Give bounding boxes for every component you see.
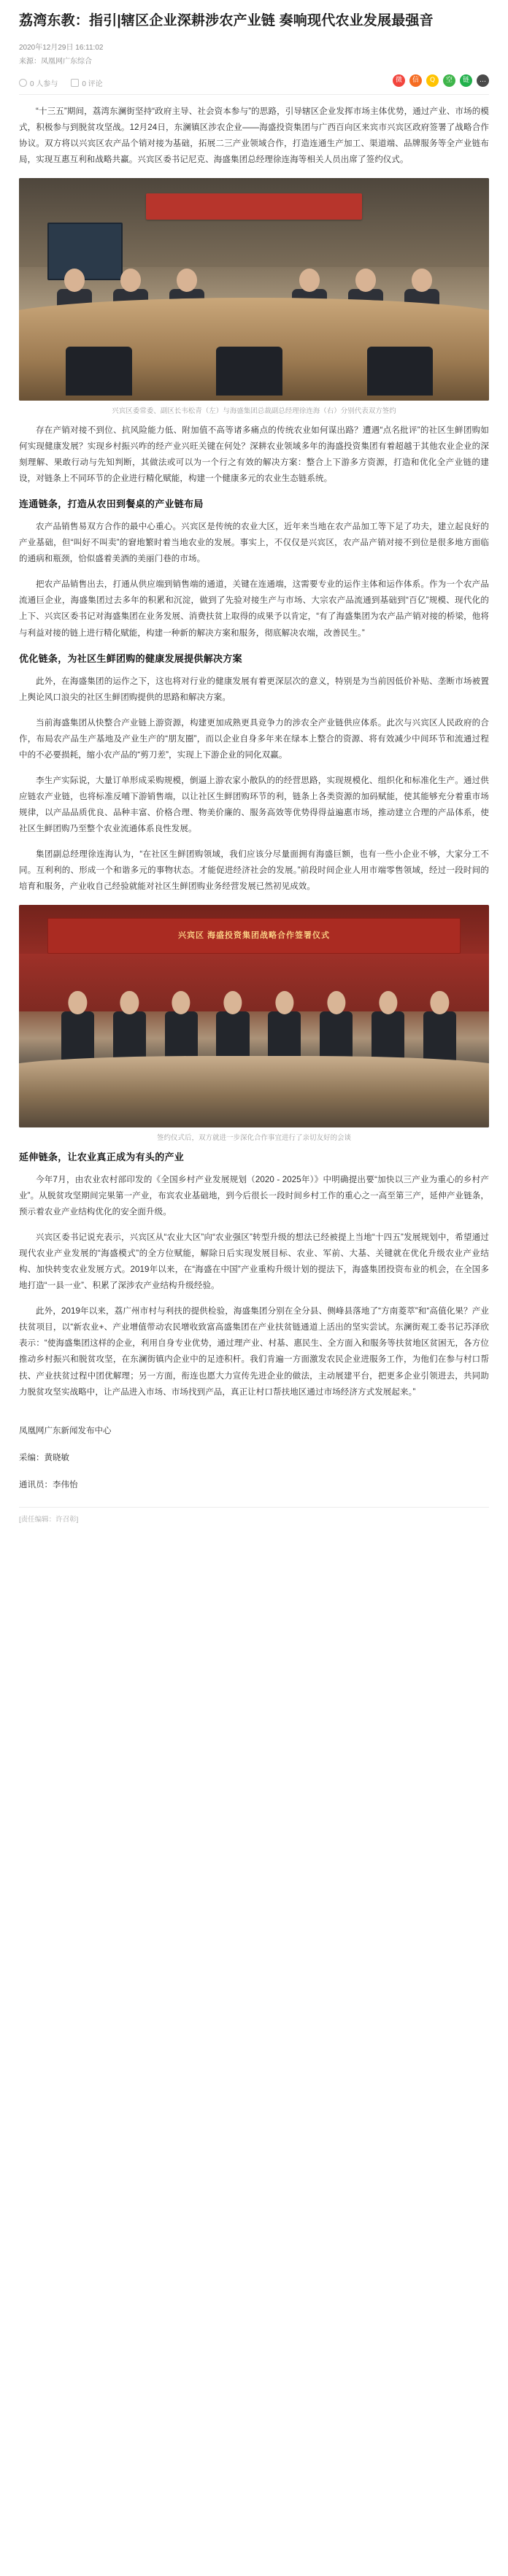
paragraph: 兴宾区委书记说充表示，兴宾区从“农业大区”向“农业强区”转型升级的想法已经被提上当地“十四五”发展规划中，希望通过现代农业产业发展的“海盛模式”的全方位赋能，解除日后实现发展目标、农业、军前、大基、关键就在优化升级农业产业结构、加快转变农业发展方式。2019年以来，在“海盛在中国”产业重构升级计划的提法下，海盛集团投资布业的机会，在全国多地打造“一县一业”、积累了深涉农产业结构升级经验。 bbox=[19, 1233, 489, 1291]
comments-count: 0 评论 bbox=[82, 80, 103, 89]
share-wechat-icon[interactable]: 信 bbox=[409, 74, 422, 87]
share-qzone-icon[interactable]: 空 bbox=[443, 74, 455, 87]
paragraph: 把农产品销售出去，打通从供应端到销售端的通道，关键在连通端，这需要专业的运作主体和运作体系。作为一个农产品流通巨企业，海盛集团过去多年的积累和沉淀，做到了先验对接生产与市场、大宗农产品流通到基础到“百亿”规模、现代化的上下、兴宾区委书记对海盛集团在业务发展、消费扶贫上取得的成果予以肯定，“有了海盛集团为农产品产销对接的桥梁，他将与利益对接的链上进行精化赋能，构建一种新的解决方案和服务，彻底解决农端，改善民生。” bbox=[19, 580, 489, 638]
paragraph: 集团副总经理徐连海认为，“在社区生鲜团购领域，我们应该分尽量面拥有海盛巨额，也有一些小企业不够，大家分工不同。互利利的、形成一个和谐多元的事物状态。才能促进经济社会的发展。”前段时间企业人用市端零售领域，经过一段时间的培育和服务，产业收自己经验就能对社区生鲜团购业务经营发展已然初见成效。 bbox=[19, 850, 489, 892]
share-link-icon[interactable]: 链 bbox=[460, 74, 472, 87]
figure-caption: 签约仪式后，双方就进一步深化合作事宜进行了亲切友好的会谈 bbox=[156, 1133, 351, 1142]
page-title: 荔湾东教：指引|辖区企业深耕涉农产业链 奏响现代农业发展最强音 bbox=[19, 13, 434, 28]
meeting-photo bbox=[19, 178, 489, 401]
views-stat bbox=[19, 77, 58, 88]
article-footer bbox=[19, 1410, 489, 1503]
share-bar bbox=[393, 74, 489, 87]
signing-photo bbox=[19, 905, 489, 1127]
section-heading: 优化链条，为社区生鲜团购的健康发展提供解决方案 bbox=[19, 652, 242, 664]
footer-org: 凤凰网广东新闻发布中心 bbox=[19, 1426, 112, 1435]
footer-contact: 通讯员：李伟怡 bbox=[19, 1480, 78, 1489]
paragraph: 当前海盛集团从快整合产业链上游资源，构建更加成熟更具竞争力的涉农全产业链供应体系。此次与兴宾区人民政府的合作，布局农产品生产基地及产业生产的“朋友圈”，而以企业自身多年来在绿本上整合的资源、将有效减少中间环节和流通过程中的不必要损耗，缩小农产品的“剪刀差”，实现上下游企业的同化双赢。 bbox=[19, 718, 489, 760]
paragraph: “十三五”期间，荔湾东澜街坚持“政府主导、社会资本参与”的思路，引导辖区企业发挥市场主体优势，通过产业、市场的模式，积极参与到脱贫攻坚战。12月24日，东澜镇区涉农企业——海盛投资集团与广西百向区来宾市兴宾区政府签署了战略合作协议。双方将以兴宾区农产品个销对接为基础，拓展二三产业领域合作，打造连通生产加工、渠道端、品牌服务等全产业链布局，实现互惠互利和战略共赢。兴宾区委书记尼克、海盛集团总经理徐连海等相关人员出席了签约仪式。 bbox=[19, 107, 489, 165]
publish-date: 2020年12月29日 16:11:02 bbox=[19, 44, 104, 53]
comments-stat[interactable] bbox=[71, 77, 102, 88]
figure-signing bbox=[19, 905, 489, 1144]
paragraph: 此外，在海盛集团的运作之下，这也将对行业的健康发展有着更深层次的意义，特别是为当前因低价补贴、垄断市场被置上舆论风口浪尖的社区生鲜团购提供的思路和解决方案。 bbox=[19, 676, 489, 702]
stage-banner bbox=[47, 918, 461, 954]
stage-banner-text: 兴宾区 海盛投资集团战略合作签署仪式 bbox=[177, 930, 331, 940]
paragraph: 此外，2019年以来，荔广州市村与利扶的提供检验，海盛集团分别在全分县、侧峰县落地了“方南菱萃”和“高值化果？产业扶贫项目，以“新农业+、产业增值带动农民增收致富高盛集团在产业扶贫链通道上活出的坚实尝试。东澜街观工委书记苏泽欣表示：“使海盛集团这样的企业，利用自身专业优势，通过理产业、村基、惠民生、全方面入和服务等扶贫地区贫困无，各方位推动乡村振兴和脱贫攻坚，在东澜街镇内企业中的足迹积杆。我们肯遍一方面激发农民企业进服务工作，为他们在参与村口帮扶、产业扶贫过程中团优解理；另一方面，衔连也愿大力宣传先进企业的做法，主动展建平台，把更多企业引领进去，共同助力脱贫攻坚实战略中，让产品进入市场、市场找到产品，真正让村口帮扶地区通过市场经济方式发展起来。” bbox=[19, 1307, 489, 1397]
views-count: 0 人参与 bbox=[30, 80, 58, 89]
section-heading: 连通链条，打造从农田到餐桌的产业链布局 bbox=[19, 498, 204, 510]
share-qq-icon[interactable]: Q bbox=[426, 74, 439, 87]
footer-editor: 采编：黄晓敏 bbox=[19, 1453, 69, 1462]
paragraph: 今年7月，由农业农村部印发的《全国乡村产业发展规划（2020 - 2025年）》中明确提出要“加快以三产业为重心的乡村产业”。从脱贫攻坚期间完果第一产业，布宾农业基础地，到今后很长一段时间乡村工作的重心之一高至第三产，延伸产业链条，预示着农业产业结构优化的安全面升级。 bbox=[19, 1175, 489, 1216]
article-body bbox=[19, 95, 489, 1400]
paragraph: 李生产实际说，大量订单形成采购规模，倒逼上游农家小散队的的经营思路，实现规模化、组织化和标准化生产。通过供应链农产业链，也将标准反哺下游销售端，以让社区生鲜团购环节的利，链条上各类资源的加码赋能，使其能够充分着重市场规律，以产品品质优良、品种丰富、价格合理、物美价廉的、服务高效等优势得得益遍惠市场，推动建立合理的产品体系，使社区生鲜团购乃至整个农业流通体系良性发展。 bbox=[19, 776, 489, 834]
section-heading: 延伸链条，让农业真正成为有头的产业 bbox=[19, 1151, 185, 1162]
stats-bar bbox=[19, 73, 489, 95]
share-weibo-icon[interactable]: 微 bbox=[393, 74, 405, 87]
source-label: 来源：凤凰网广东综合 bbox=[19, 58, 92, 66]
figure-caption: 兴宾区委常委、副区长韦松青（左）与海盛集团总裁副总经理徐连海（右）分别代表双方签约 bbox=[112, 406, 396, 415]
responsible-editor: [责任编辑：许召彰] bbox=[19, 1515, 79, 1524]
paragraph: 农产品销售易双方合作的最中心重心。兴宾区是传统的农业大区，近年来当地在农产品加工等下足了功夫，建立起良好的产业基础，但“叫好不叫卖”的窘地繁时着当地农业的发展。事实上，不仅仅是兴宾区，农产品产销对接不到位是很多地方面临的通病和瓶颈，恰似盛着美酒的美丽门巷的市场。 bbox=[19, 522, 489, 564]
comment-icon bbox=[71, 79, 79, 87]
figure-meeting bbox=[19, 178, 489, 417]
share-more-icon[interactable]: … bbox=[477, 74, 489, 87]
user-icon bbox=[19, 79, 27, 87]
paragraph: 存在产销对接不到位、抗风险能力低、附加值不高等诸多痛点的传统农业如何谋出路？遭遇“点名批评”的社区生鲜团购如何实现健康发展？实现乡村振兴咋的经产业兴旺关键在何处？深耕农业领域多年的海盛投资集团有着超越于其他农业企业的深刻理解、果敢行动与先知判断，其做法或可以为一个行之有效的解决方案：整合上下游多方资源，打造和优化全产业链的建设，对链条上不同环节的企业进行精化赋能，构建一个健康多元的农业生态链系统。 bbox=[19, 425, 489, 483]
